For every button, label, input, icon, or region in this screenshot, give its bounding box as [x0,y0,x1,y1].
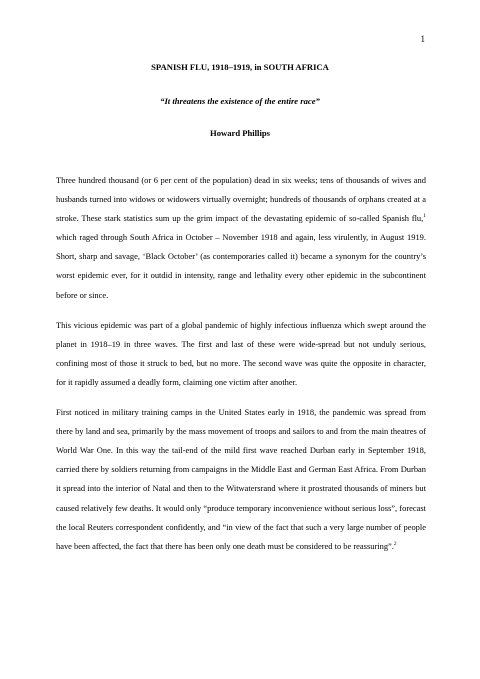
author-name: Howard Phillips [210,128,270,138]
paragraph-3 [56,403,426,556]
paragraph-2 [56,316,426,392]
body-text [56,171,426,556]
paragraph-3-text: First noticed in military training camps in the United States early in 1918, the pandemic was spread from there by land and sea, primarily by the mass movement of troops and sailors to and from the main theatres of World War One. In this way the tail-end of the mild first wave reached Durban early in September 1918, carried there by soldiers returning from campaigns in the Middle East and German East Africa. From Durban it spread into the interior of Natal and then to the Witwatersrand where it prostrated thousands of miners but caused relatively few deaths. It would only “produce temporary inconvenience without serious loss”, forecast the local Reuters correspondent confidently, and “in view of the fact that such a very large number of people have been affected, the fact that there has been only one death must be considered to be reassuring”. [56,407,426,551]
document-title: SPANISH FLU, 1918–1919, in SOUTH AFRICA [151,62,329,72]
paragraph-1 [56,171,426,305]
paragraph-1-text-a: Three hundred thousand (or 6 per cent of the population) dead in six weeks; tens of thousands of wives and husbands turned into widows or widowers virtually overnight; hundreds of thousands of orphans created at a stroke. These stark statistics sum up the grim impact of the devastating epidemic of so-called Spanish flu, [56,175,426,224]
paragraph-1-text-b: which raged through South Africa in October – November 1918 and again, less virulently, in August 1919. Short, sharp and savage, ‘Black October’ (as contemporaries called it) became a synonym for the country’s worst epidemic ever, for it outdid in intensity, range and lethality every other epidemic in the subcontinent before or since. [56,232,426,300]
document-subtitle: “It threatens the existence of the entire race” [160,96,320,106]
footnote-ref-1[interactable]: 1 [423,213,426,220]
page-number: 1 [420,34,425,44]
paragraph-2-text: This vicious epidemic was part of a global pandemic of highly infectious influenza which swept around the planet in 1918–19 in three waves. The first and last of these were wide-spread but not unduly serious, confining most of those it struck to bed, but no more. The second wave was quite the opposite in character, for it rapidly assumed a deadly form, claiming one victim after another. [56,319,426,387]
footnote-ref-2[interactable]: 2 [393,540,397,547]
